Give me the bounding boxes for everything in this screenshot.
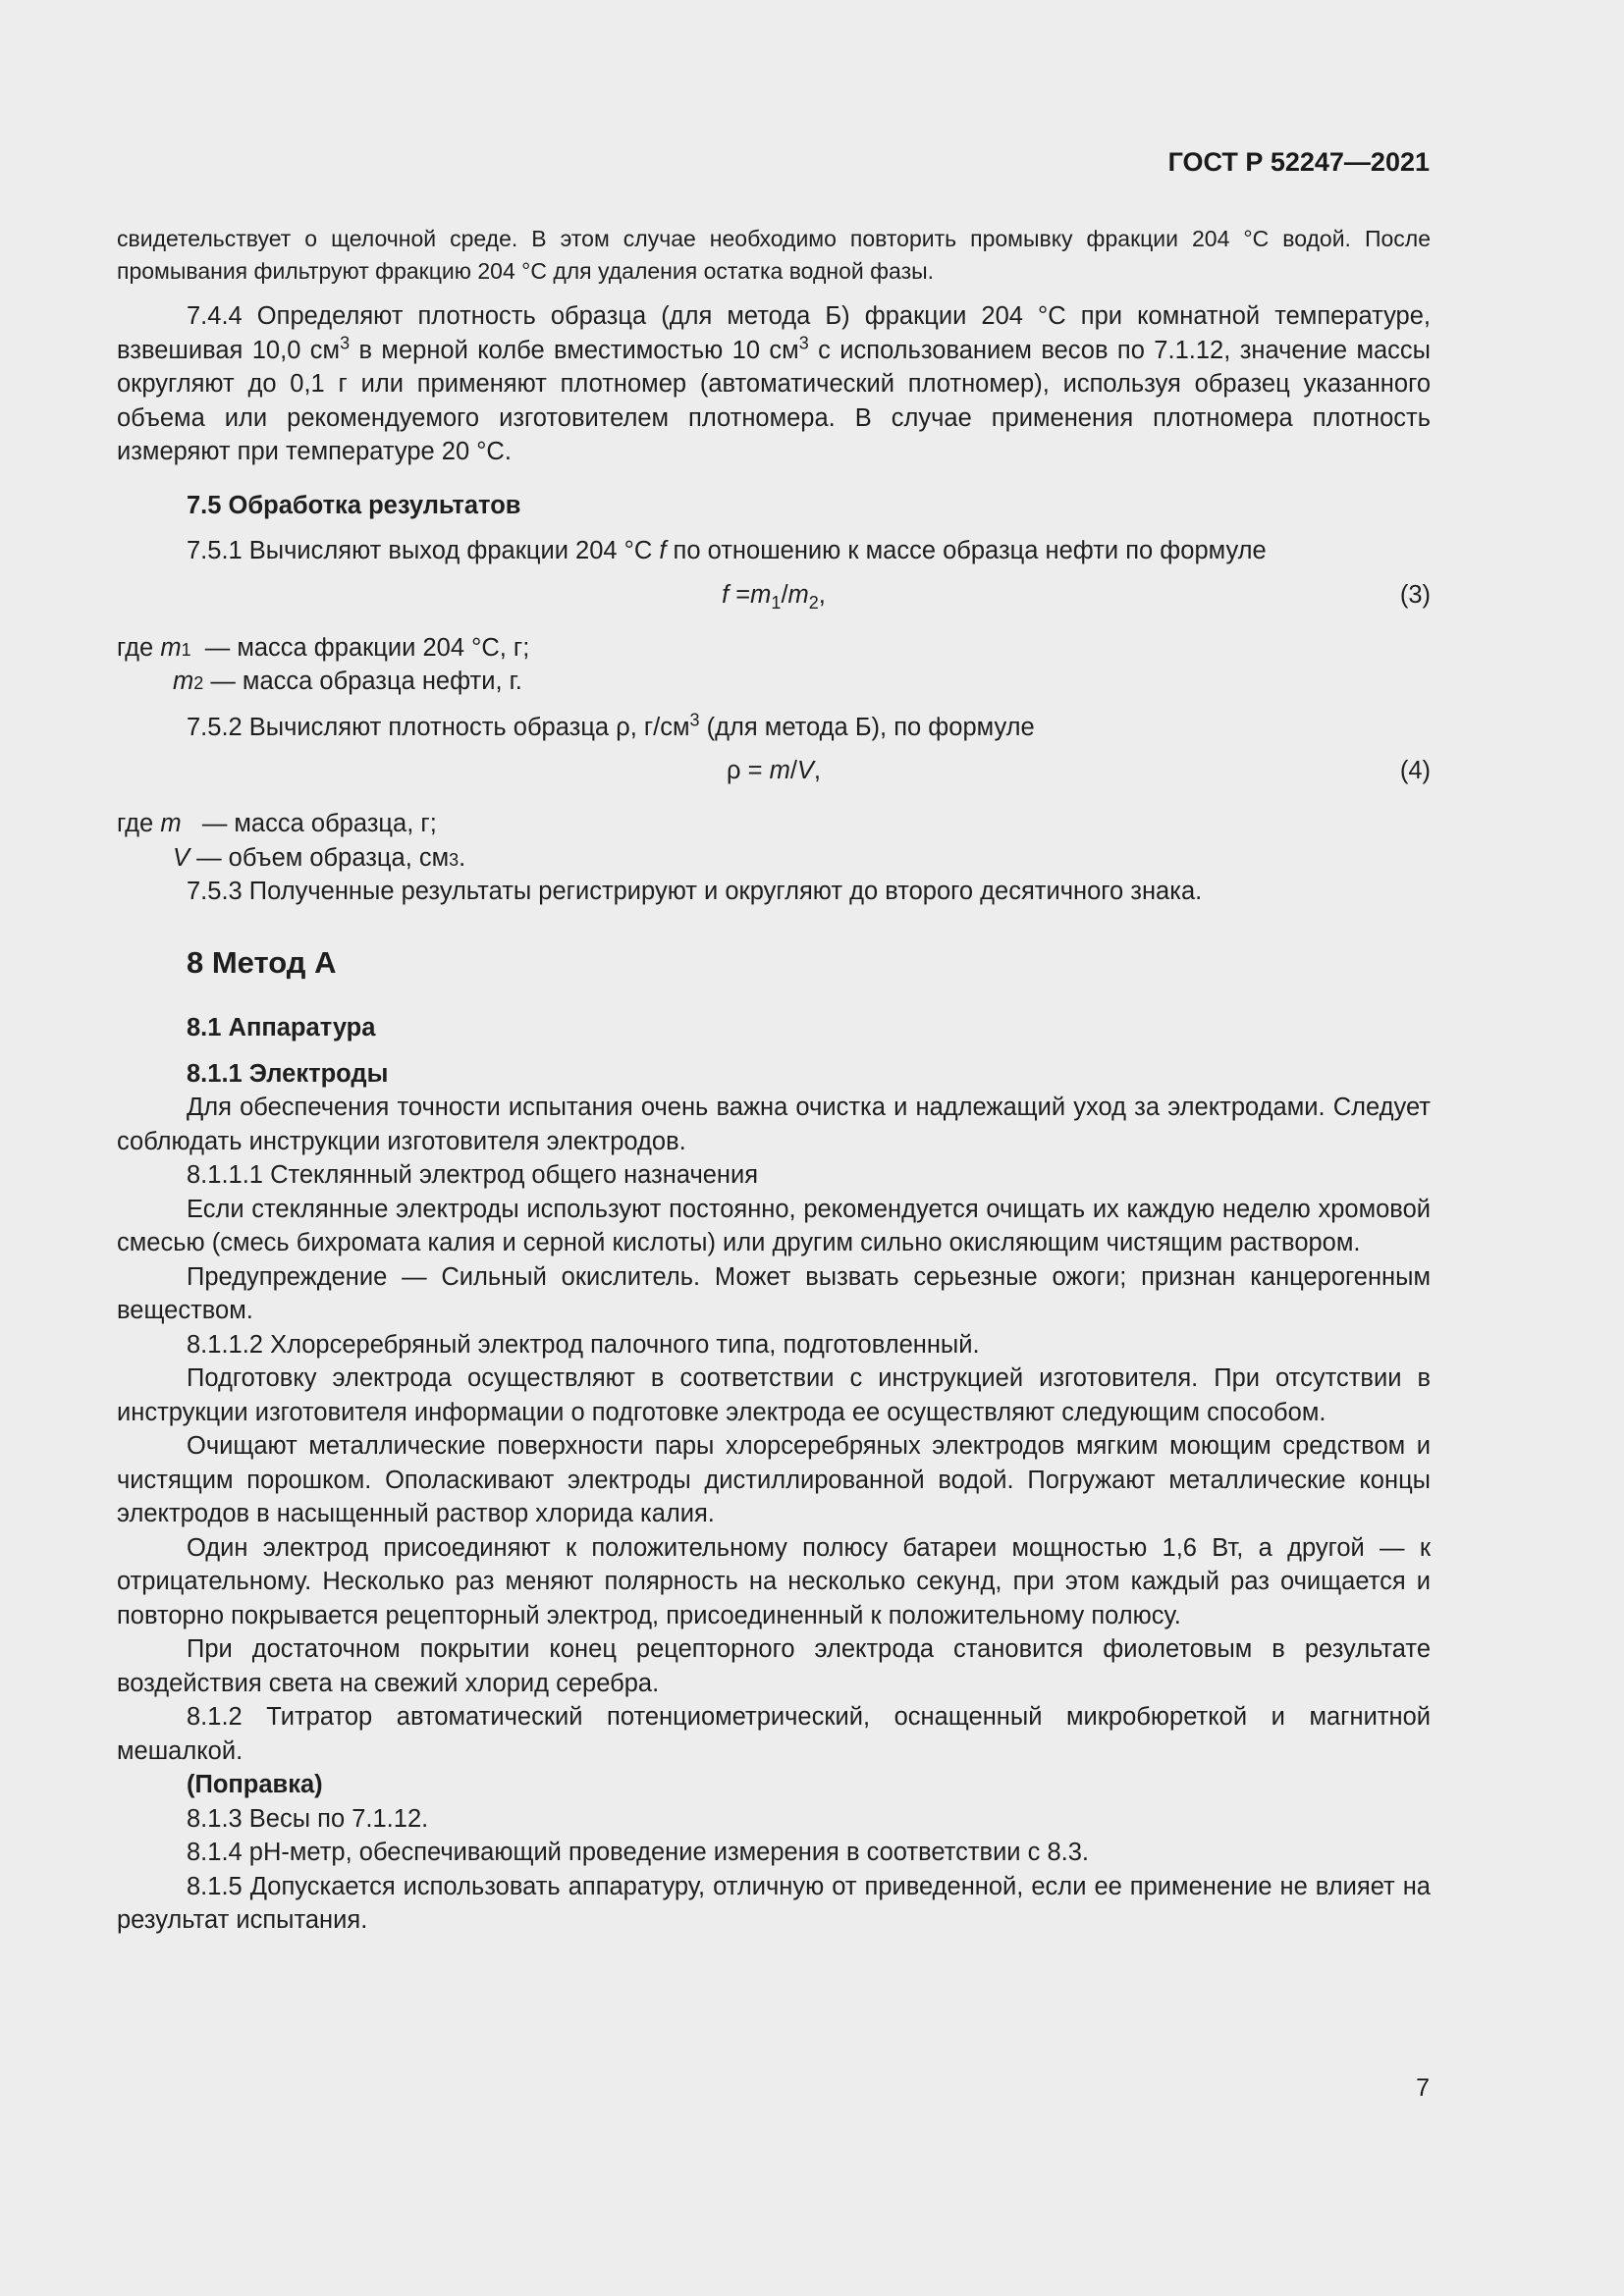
formula-4-expression: ρ = m/V,	[726, 757, 822, 784]
page-number: 7	[1416, 2074, 1430, 2102]
paragraph-electrode-prep: Подготовку электрода осуществляют в соответствии с инструкцией изготовителя. При отсутствии в инструкции изготовителя информации о подготовке электрода ее осуществляют следующим способом.	[117, 1364, 1431, 1426]
paragraph-7-5-1: 7.5.1 Вычисляют выход фракции 204 °С f по отношению к массе образца нефти по формуле	[187, 537, 1267, 564]
paragraph-8-1-4: 8.1.4 рН-метр, обеспечивающий проведение измерения в соответствии с 8.3.	[187, 1839, 1090, 1866]
paragraph-8-1-5: 8.1.5 Допускается использовать аппаратуру, отличную от приведенной, если ее применение не влияет на результат испытания.	[117, 1872, 1431, 1934]
section-8-1-title: 8.1 Аппаратура	[187, 1014, 376, 1041]
paragraph-electrode-cleaning: Очищают металлические поверхности пары хлорсеребряных электродов мягким моющим средством и чистящим порошком. Ополаскивают электроды дистиллированной водой. Погружают металлические концы электродов в насыщенный раствор хлорида калия.	[117, 1432, 1431, 1527]
formula-3-number: (3)	[1399, 580, 1431, 609]
paragraph-8-1-2: 8.1.2 Титратор автоматический потенциометрический, оснащенный микробюреткой и магнитной мешалкой.	[117, 1703, 1431, 1765]
document-body	[117, 223, 1431, 1938]
paragraph-7-4-4: 7.4.4 Определяют плотность образца (для метода Б) фракции 204 °С при комнатной температуре, взвешивая 10,0 $см^3$ в мерной колбе вместимостью 10 $см^3$ с использованием весов по 7.1.12, значение массы округляют до 0,1 г или применяют плотномер (автоматический плотномер), используя образец указанного объема или рекомендуемого изготовителем плотномера. В случае применения плотномера плотность измеряют при температуре 20 °С.	[117, 302, 1431, 465]
paragraph-electrodes-care: Для обеспечения точности испытания очень важна очистка и надлежащий уход за электродами. Следует соблюдать инструкции изготовителя электродов.	[117, 1094, 1431, 1155]
paragraph-warning: Предупреждение — Сильный окислитель. Может вызвать серьезные ожоги; признан канцерогенным веществом.	[117, 1262, 1431, 1324]
paragraph-8-1-1-1: 8.1.1.1 Стеклянный электрод общего назначения	[187, 1161, 759, 1189]
legend-v: V — объем образца, см 3 .	[173, 843, 466, 872]
paragraph-7-5-3: 7.5.3 Полученные результаты регистрируют и округляют до второго десятичного знака.	[187, 878, 1203, 905]
formula-3-legend	[117, 631, 1431, 699]
paragraph-7-5-2: 7.5.2 Вычисляют плотность образца ρ, $г/см^3$ (для метода Б), по формуле	[187, 710, 1035, 741]
formula-4-legend	[117, 807, 1431, 875]
amendment-note: (Поправка)	[187, 1771, 323, 1798]
paragraph-electrode-coating: При достаточном покрытии конец рецепторного электрода становится фиолетовым в результате воздействия света на свежий хлорид серебра.	[117, 1635, 1431, 1697]
formula-3-expression: $f =m_1/m_2$,	[722, 580, 826, 613]
section-8-1-1-title: 8.1.1 Электроды	[187, 1059, 389, 1088]
paragraph-8-1-3: 8.1.3 Весы по 7.1.12.	[187, 1804, 429, 1833]
section-7-5-title: 7.5 Обработка результатов	[187, 491, 521, 519]
legend-m2: m 2 — масса образца нефти, г.	[173, 667, 522, 695]
formula-4-number: (4)	[1399, 757, 1431, 784]
paragraph-electrode-polarity: Один электрод присоединяют к положительному полюсу батареи мощностью 1,6 Вт, а другой — к отрицательному. Несколько раз меняют полярность на несколько секунд, при этом каждый раз очищается и повторно покрывается рецепторный электрод, присоединенный к положительному полюсу.	[117, 1533, 1431, 1629]
paragraph-8-1-1-2: 8.1.1.2 Хлорсеребряный электрод палочного типа, подготовленный.	[187, 1330, 980, 1359]
formula-3	[117, 568, 1431, 621]
section-8-title: 8 Метод А	[187, 944, 337, 980]
paragraph-glass-electrode: Если стеклянные электроды используют постоянно, рекомендуется очищать их каждую неделю хромовой смесью (смесь бихромата калия и серной кислоты) или другим сильно окисляющим чистящим раствором.	[117, 1195, 1431, 1256]
formula-4	[117, 744, 1431, 797]
legend-m1: где m 1 — масса фракции 204 °С, г;	[117, 633, 530, 662]
document-header: ГОСТ Р 52247—2021	[1167, 147, 1430, 177]
legend-m: где m — масса образца, г;	[117, 810, 437, 837]
paragraph-continuation: свидетельствует о щелочной среде. В этом случае необходимо повторить промывку фракции 204 °С водой. После промывания фильтруют фракцию 204 °С для удаления остатка водной фазы.	[117, 226, 1431, 284]
